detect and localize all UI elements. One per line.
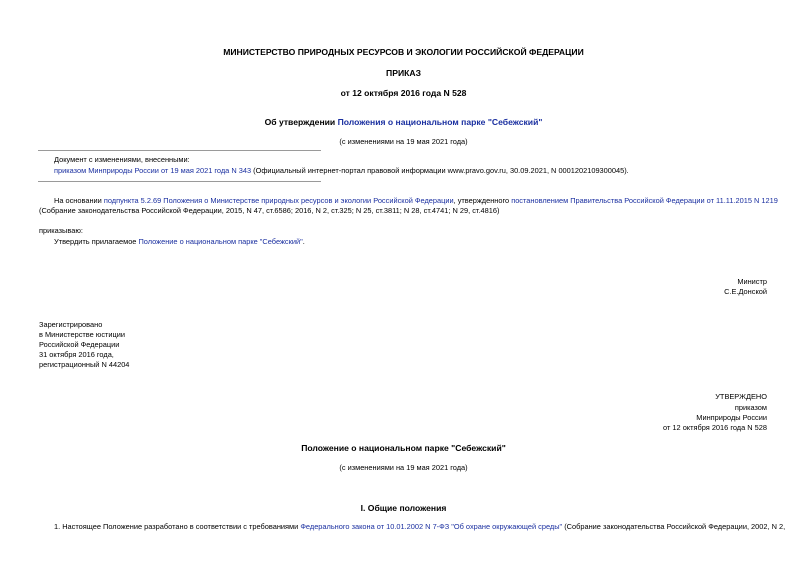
ministry-regulation-link[interactable]: подпункта 5.2.69 Положения о Министерстве природных ресурсов и экологии Российской Федерации xyxy=(103,196,454,205)
document-date-number: от 12 октября 2016 года N 528 xyxy=(340,88,467,98)
title-regulation-link[interactable]: Положения о национальном парке "Себежский" xyxy=(337,117,543,127)
changes-intro: Документ с изменениями, внесенными: xyxy=(54,155,190,164)
approved-regulation-link[interactable]: Положение о национальном парке "Себежский" xyxy=(138,237,303,246)
amendment-source: (Официальный интернет-портал правовой информации www.pravo.gov.ru, 30.09.2021, N 0001202109300045). xyxy=(251,166,629,175)
changes-top-rule xyxy=(38,150,321,151)
amendment-order-link[interactable]: приказом Минприроды России от 19 мая 2021 года N 343 xyxy=(54,166,252,175)
order-text xyxy=(54,237,305,246)
paragraph-1 xyxy=(54,522,785,531)
amended-note: (с изменениями на 19 мая 2021 года) xyxy=(339,137,468,146)
document-type: ПРИКАЗ xyxy=(386,68,421,78)
changes-line xyxy=(54,166,629,175)
registration-line: Российской Федерации xyxy=(39,340,120,349)
paragraph-1-start: 1. Настоящее Положение разработано в соответствии с требованиями xyxy=(54,522,301,531)
registration-line: регистрационный N 44204 xyxy=(39,360,130,369)
order-word: приказываю: xyxy=(39,226,83,235)
document-title xyxy=(0,117,807,128)
ministry-heading: МИНИСТЕРСТВО ПРИРОДНЫХ РЕСУРСОВ И ЭКОЛОГИИ РОССИЙСКОЙ ФЕДЕРАЦИИ xyxy=(223,47,584,57)
basis-text-2: , утвержденного xyxy=(453,196,512,205)
registration-line: в Министерстве юстиции xyxy=(39,330,126,339)
signature-name: С.Е.Донской xyxy=(724,287,767,296)
approved-line: УТВЕРЖДЕНО xyxy=(715,392,767,401)
regulation-title: Положение о национальном парке "Себежский" xyxy=(301,443,506,453)
signature-position: Министр xyxy=(737,277,767,286)
basis-line-2: (Собрание законодательства Российской Федерации, 2015, N 47, ст.6586; 2016, N 2, ст.325; N 25, ст.3811; N 28, ст.4741; N 29, ст.4816) xyxy=(39,206,500,215)
paragraph-1-tail: (Собрание законодательства Российской Федерации, 2002, N 2, xyxy=(562,522,786,531)
federal-law-link[interactable]: Федерального закона от 10.01.2002 N 7-ФЗ "Об охране окружающей среды" xyxy=(300,522,563,531)
order-text-2: . xyxy=(302,237,305,246)
basis-line-1 xyxy=(54,196,778,205)
government-decree-link[interactable]: постановлением Правительства Российской Федерации от 11.11.2015 N 1219 xyxy=(511,196,778,205)
registration-line: Зарегистрировано xyxy=(39,320,103,329)
basis-text-1: На основании xyxy=(54,196,104,205)
regulation-amended-note: (с изменениями на 19 мая 2021 года) xyxy=(339,463,468,472)
approved-line: приказом xyxy=(734,403,767,412)
section-heading: I. Общие положения xyxy=(360,503,447,513)
registration-line: 31 октября 2016 года, xyxy=(39,350,114,359)
approved-line: от 12 октября 2016 года N 528 xyxy=(663,423,767,432)
order-text-1: Утвердить прилагаемое xyxy=(54,237,139,246)
changes-bottom-rule xyxy=(38,181,321,182)
title-prefix: Об утверждении xyxy=(264,117,338,127)
approved-line: Минприроды России xyxy=(696,413,767,422)
